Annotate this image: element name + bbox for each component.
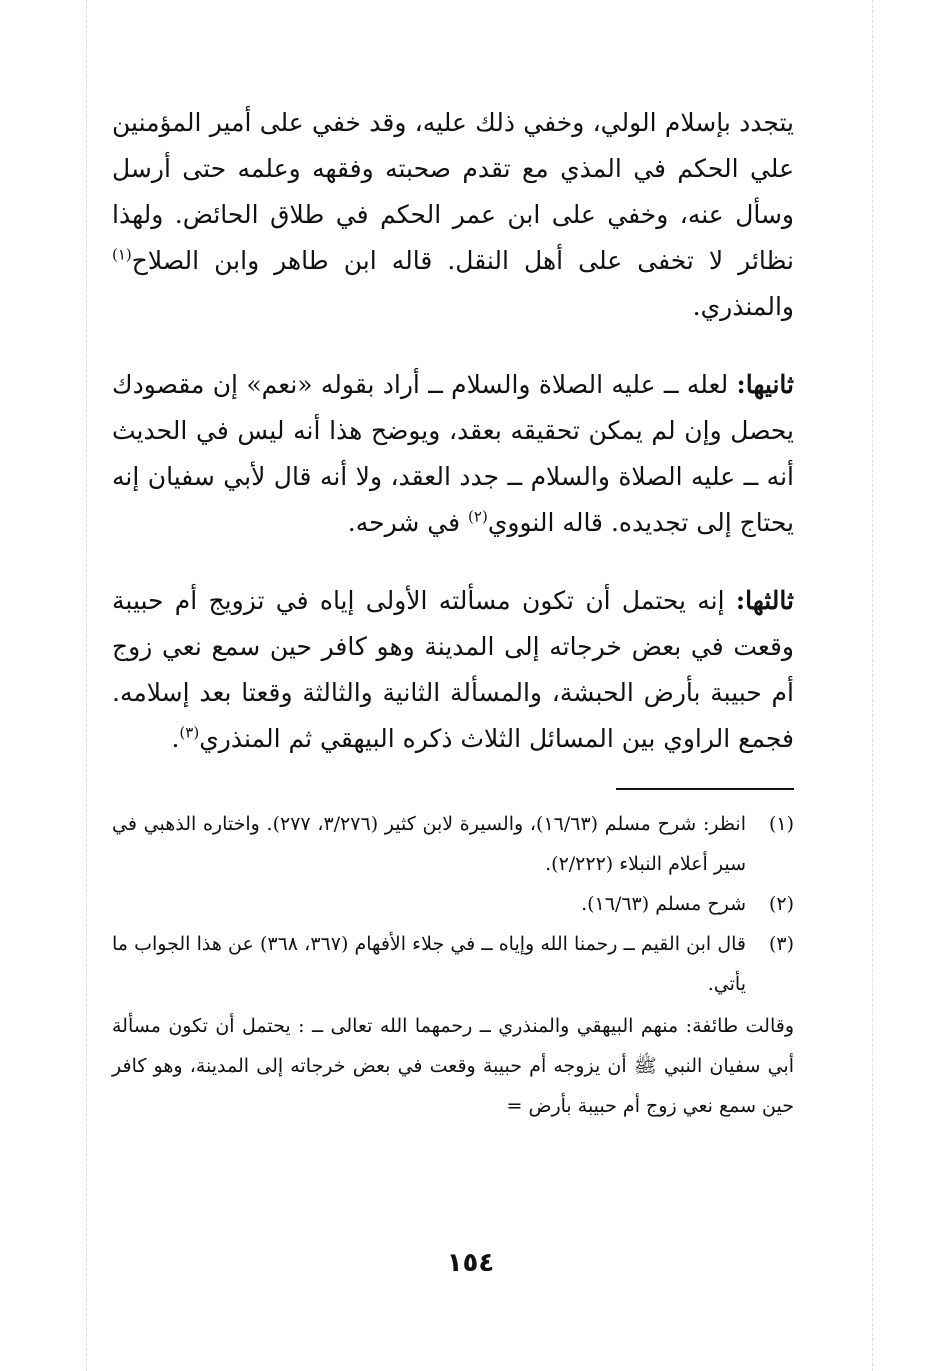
scan-margin-line (86, 0, 87, 1371)
footnote-1 (112, 804, 794, 884)
paragraph-3-lead: ثالثها: (735, 586, 794, 615)
footnote-number: (١) (768, 813, 794, 835)
footnote-ref-3[interactable]: (٣) (179, 723, 200, 742)
footnote-separator (616, 788, 794, 790)
paragraph-1-text: يتجدد بإسلام الولي، وخفي ذلك عليه، وقد خفي على أمير المؤمنين علي الحكم في المذي مع تقدم صحبته وفقهه وعلمه حتى أرسل وسأل عنه، وخفي على ابن عمر الحكم في طلاق الحائض. ولهذا نظائر لا تخفى على أهل النقل. قاله ابن طاهر وابن الصلاح (112, 108, 794, 275)
footnote-text: قال ابن القيم ــ رحمنا الله وإياه ــ في جلاء الأفهام (٣٦٧، ٣٦٨) عن هذا الجواب ما يأتي. (112, 933, 746, 995)
footnote-number: (٢) (768, 893, 794, 915)
paragraph-3-end: . (171, 724, 180, 753)
paragraph-2 (112, 362, 794, 546)
footnote-2 (112, 884, 794, 924)
footnote-text: شرح مسلم (١٦/٦٣). (581, 893, 746, 915)
page-number: ١٥٤ (446, 1248, 495, 1278)
footnote-ref-2[interactable]: (٢) (468, 507, 488, 526)
paragraph-3 (112, 578, 794, 762)
footnote-3-continuation: وقالت طائفة: منهم البيهقي والمنذري ــ رحمهما الله تعالى ــ : يحتمل أن تكون مسألة أبي سفيان النبي ﷺ أن يزوجه أم حبيبة وقعت في بعض خرجاته إلى المدينة، وهو كافر حين سمع نعي زوج أم حبيبة بأرض = (112, 1015, 794, 1117)
footnote-3 (112, 924, 794, 1004)
footnote-text: انظر: شرح مسلم (١٦/٦٣)، والسيرة لابن كثير (٣/٢٧٦، ٢٧٧). واختاره الذهبي في سير أعلام النبلاء (٢/٢٢٢). (112, 813, 746, 875)
footnote-number: (٣) (768, 933, 794, 955)
paragraph-2-lead: ثانيها: (736, 370, 794, 399)
paragraph-2-end: في شرحه. (347, 508, 461, 537)
paragraph-2-text: لعله ــ عليه الصلاة والسلام ــ أراد بقوله «نعم» إن مقصودك يحصل وإن لم يمكن تحقيقه بعقد، ويوضح هذا أنه ليس في الحديث أنه ــ عليه الصلاة والسلام ــ جدد العقد، ولا أنه قال لأبي سفيان إنه يحتاج إلى تجديده. قاله النووي (112, 370, 795, 537)
footnote-ref-1[interactable]: (١) (112, 245, 132, 264)
scan-margin-line (872, 0, 873, 1371)
footnotes (112, 804, 794, 1126)
page-content (112, 100, 794, 1126)
paragraph-1-end: والمنذري. (692, 292, 794, 321)
paragraph-1 (112, 100, 794, 330)
paragraph-3-text: إنه يحتمل أن تكون مسألته الأولى إياه في تزويج أم حبيبة وقعت في بعض خرجاته إلى المدينة وهو كافر حين سمع نعي زوج أم حبيبة بأرض الحبشة، والمسألة الثانية والثالثة وقعتا بعد إسلامه. فجمع الراوي بين المسائل الثلاث ذكره البيهقي ثم المنذري (112, 586, 794, 753)
